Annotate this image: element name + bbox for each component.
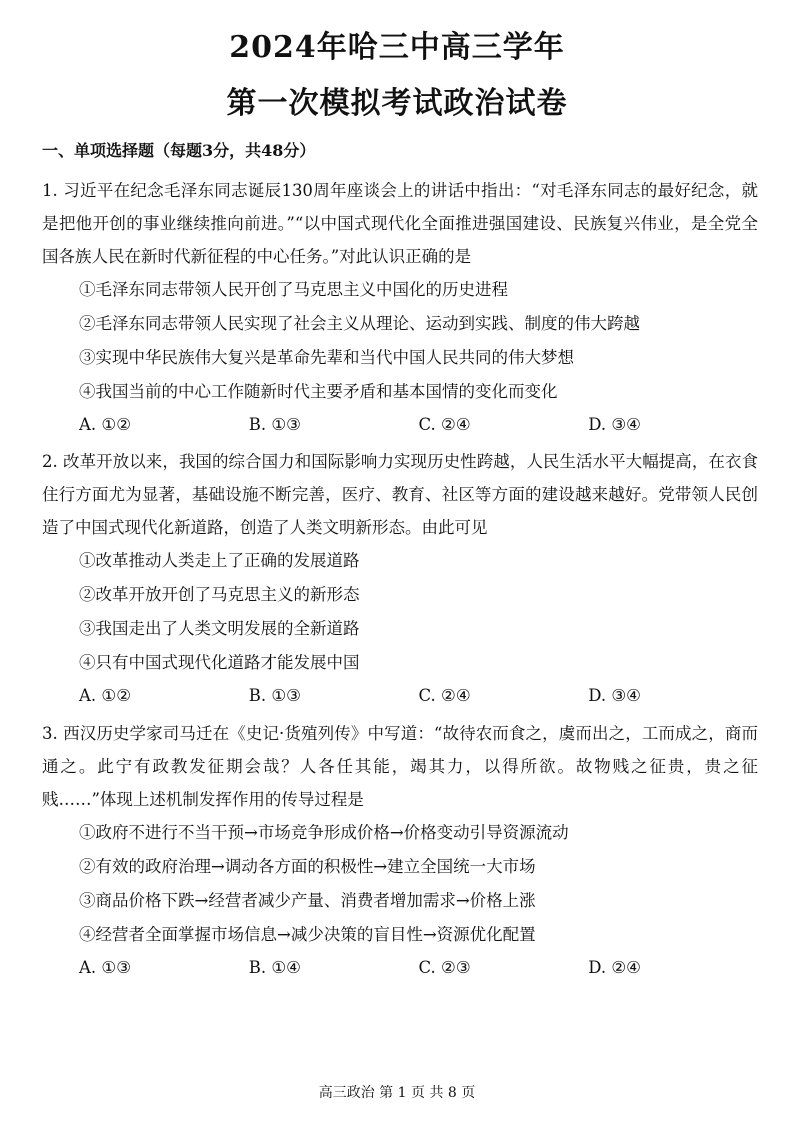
page-footer: 高三政治 第 1 页 共 8 页 [318,1085,476,1101]
answer-choices [42,409,758,439]
choice-a: A. ①② [79,414,131,434]
exam-title-line-2: 第一次模拟考试政治试卷 [226,86,568,121]
statement-option: ③商品价格下跌→经营者减少产量、消费者增加需求→价格上涨 [79,891,536,910]
statement-option: ④只有中国式现代化道路才能发展中国 [79,653,360,672]
question-1 [42,174,758,439]
statement-option: ③实现中华民族伟大复兴是革命先辈和当代中国人民共同的伟大梦想 [79,348,574,367]
exam-title-line-1: 2024年哈三中高三学年 [229,30,565,65]
choice-c: C. ②④ [418,414,471,434]
choice-b: B. ①③ [248,685,301,705]
choice-b: B. ①④ [248,957,301,977]
choice-b: B. ①③ [248,414,301,434]
statement-option: ①毛泽东同志带领人民开创了马克思主义中国化的历史进程 [79,280,508,299]
choice-d: D. ③④ [588,685,641,705]
choice-d: D. ③④ [588,414,641,434]
answer-choices [42,952,758,982]
statement-option: ③我国走出了人类文明发展的全新道路 [79,619,360,638]
statement-option: ④我国当前的中心工作随新时代主要矛盾和基本国情的变化而变化 [79,382,558,401]
answer-choices [42,680,758,710]
choice-c: C. ②③ [418,957,471,977]
question-stem: 2. 改革开放以来，我国的综合国力和国际影响力实现历史性跨越，人民生活水平大幅提高，在衣食住行方面尤为显著，基础设施不断完善，医疗、教育、社区等方面的建设越来越好。党带领人民创造了中国式现代化新道路，创造了人类文明新形态。由此可见 [42,452,758,537]
choice-a: A. ①② [79,685,131,705]
question-stem: 3. 西汉历史学家司马迁在《史记·货殖列传》中写道：“故待农而食之，虞而出之，工而成之，商而通之。此宁有政教发征期会哉？人各任其能，竭其力，以得所欲。故物贱之征贵，贵之征贱……”体现上述机制发挥作用的传导过程是 [42,724,758,809]
question-stem: 1. 习近平在纪念毛泽东同志诞辰130周年座谈会上的讲话中指出：“对毛泽东同志的最好纪念，就是把他开创的事业继续推向前进。”“以中国式现代化全面推进强国建设、民族复兴伟业，是全党全国各族人民在新时代新征程的中心任务。”对此认识正确的是 [42,181,758,266]
statement-option: ②改革开放开创了马克思主义的新形态 [79,585,360,604]
question-3 [42,717,758,982]
section-heading: 一、单项选择题（每题3分，共48分） [42,141,316,160]
choice-d: D. ②④ [588,957,641,977]
statement-option: ②毛泽东同志带领人民实现了社会主义从理论、运动到实践、制度的伟大跨越 [79,314,640,333]
statement-option: ④经营者全面掌握市场信息→减少决策的盲目性→资源优化配置 [79,925,536,944]
statement-option: ①政府不进行不当干预→市场竞争形成价格→价格变动引导资源流动 [79,823,569,842]
statement-option: ②有效的政府治理→调动各方面的积极性→建立全国统一大市场 [79,857,536,876]
statement-option: ①改革推动人类走上了正确的发展道路 [79,551,360,570]
choice-a: A. ①③ [79,957,131,977]
question-2 [42,445,758,710]
choice-c: C. ②④ [418,685,471,705]
